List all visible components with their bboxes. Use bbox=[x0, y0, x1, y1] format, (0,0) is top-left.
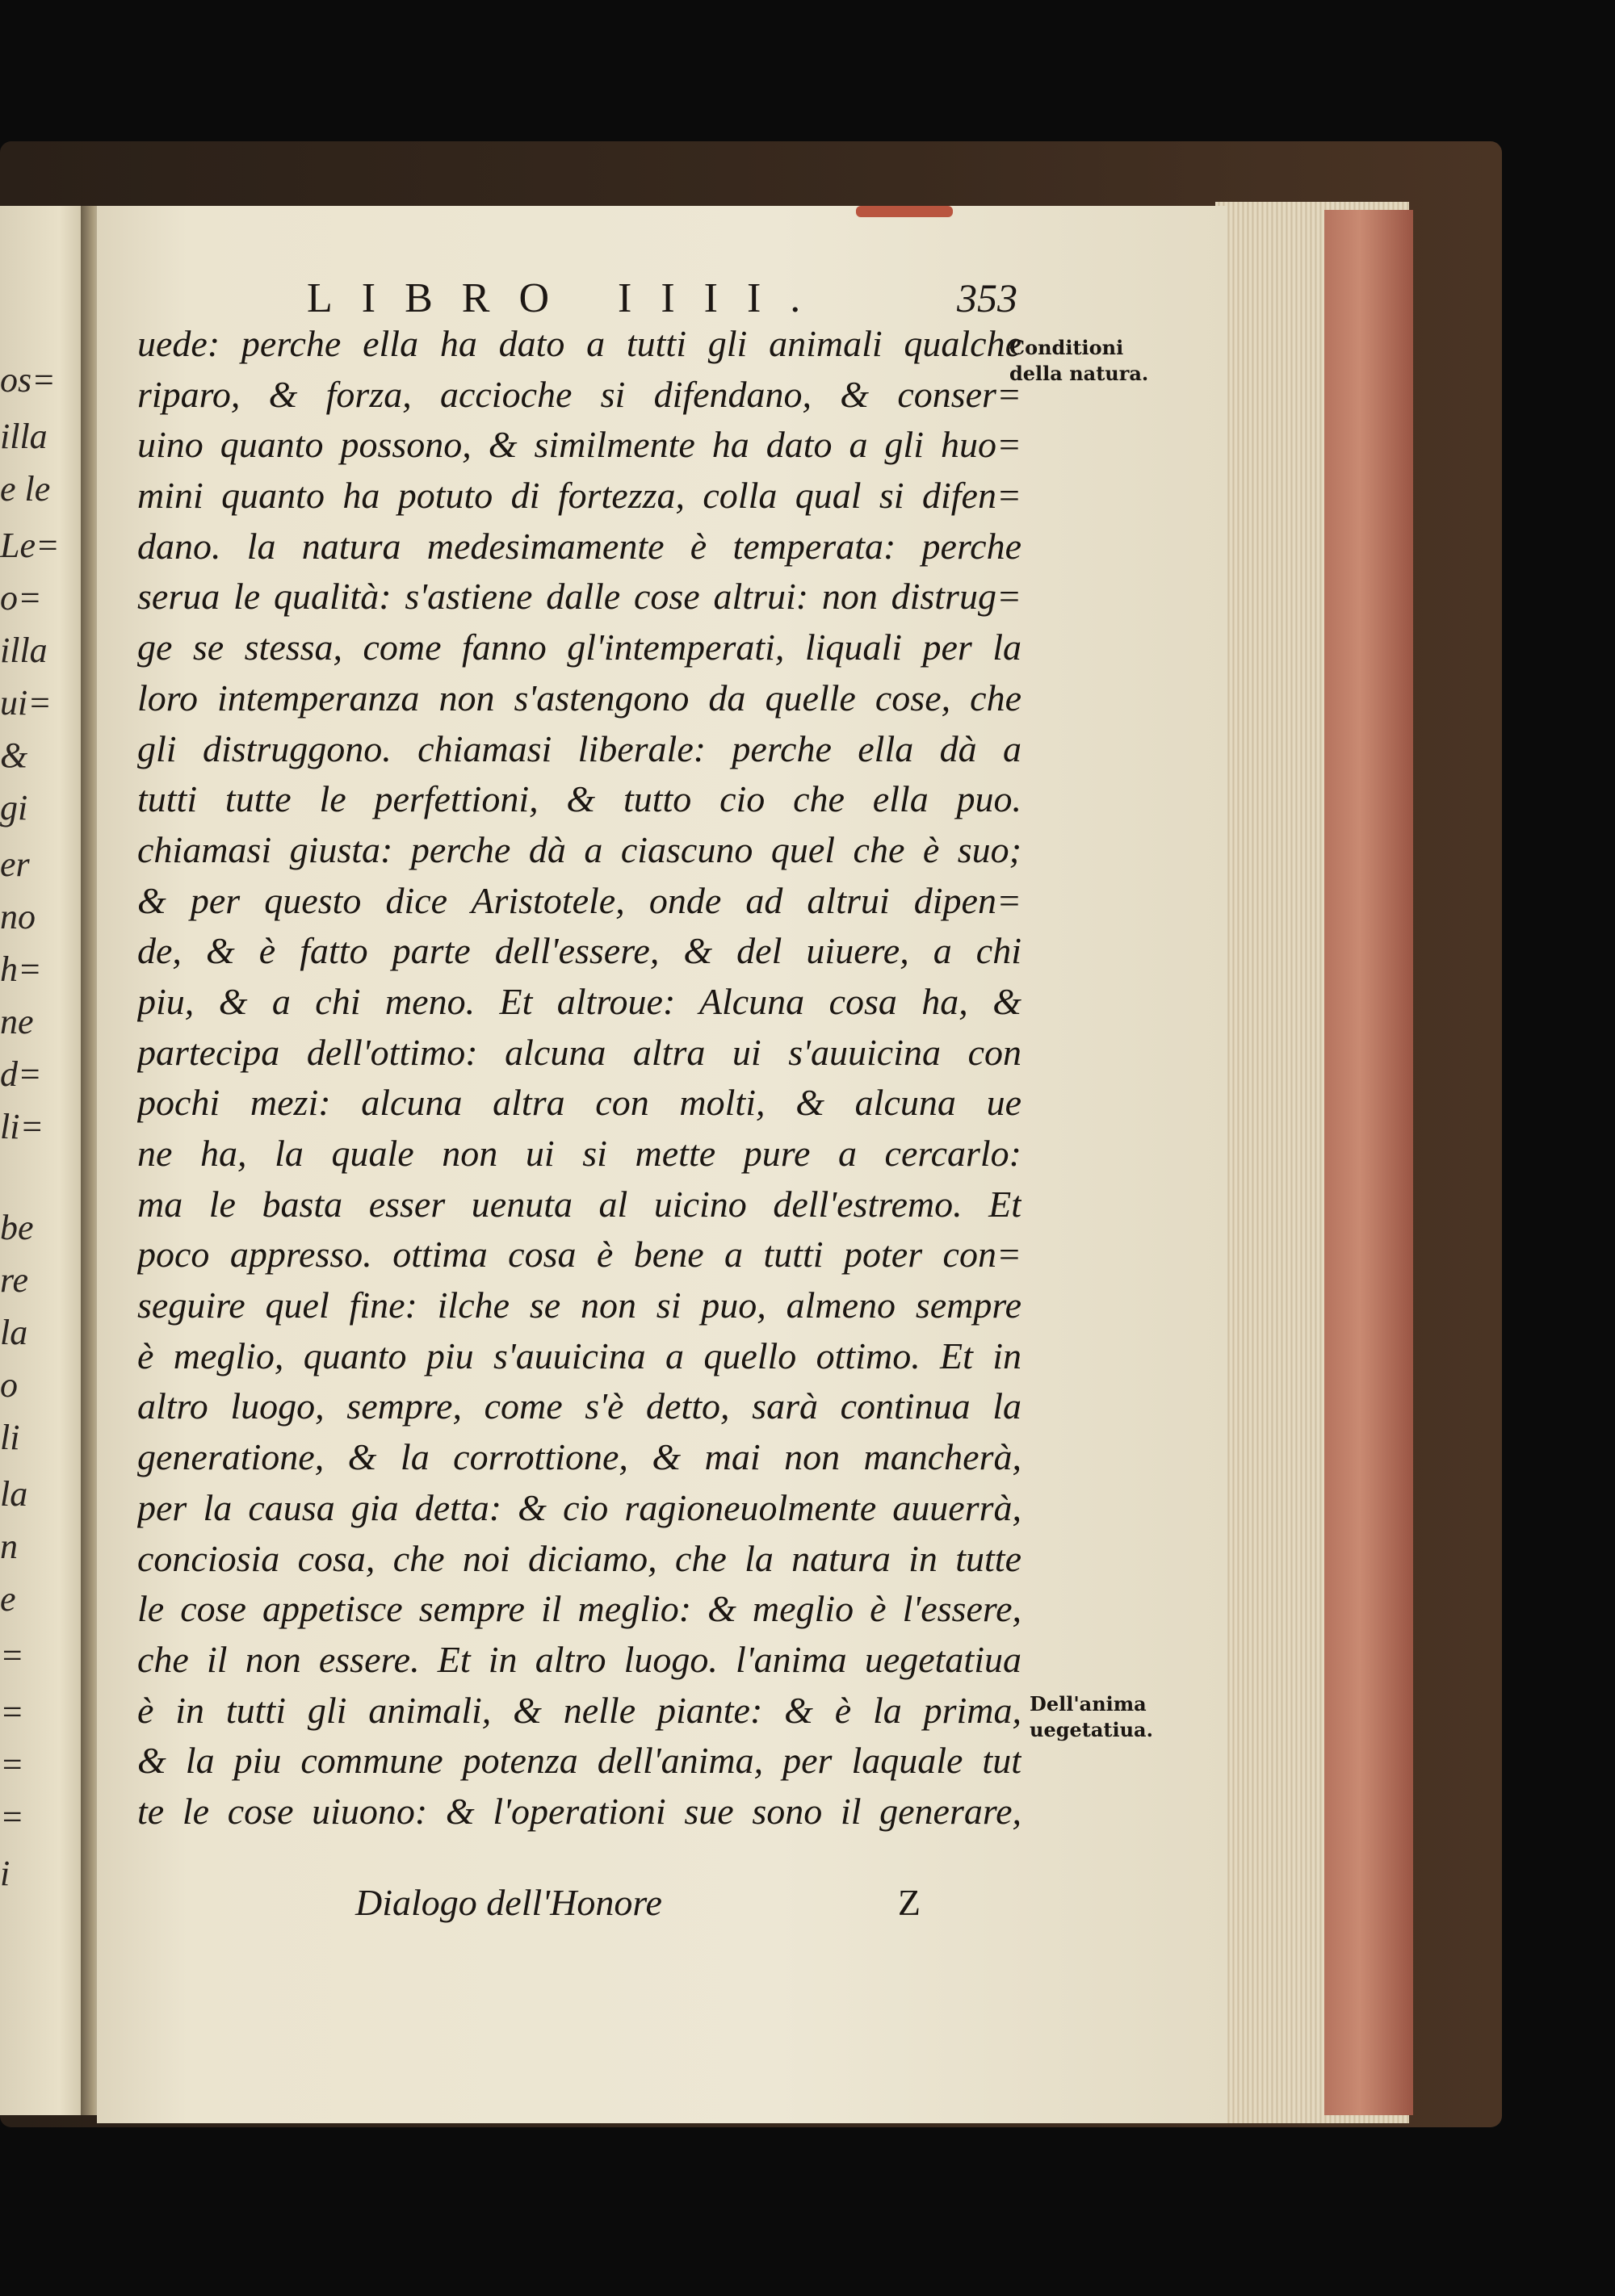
text-line: serua le qualità: s'astiene dalle cose altrui: non distrug= bbox=[137, 576, 1021, 618]
marginal-note-conditioni bbox=[1009, 335, 1148, 387]
text-line: conciosia cosa, che noi diciamo, che la natura in tutte bbox=[137, 1537, 1021, 1579]
left-page-fragment: re bbox=[0, 1260, 29, 1300]
text-line: loro intemperanza non s'astengono da quelle cose, che bbox=[137, 677, 1021, 719]
marginal-note-line: uegetatiua. bbox=[1030, 1718, 1153, 1741]
text-line: pochi mezi: alcuna altra con molti, & alcuna ue bbox=[137, 1082, 1021, 1124]
left-page-fragment: illa bbox=[0, 417, 48, 456]
text-line: è meglio, quanto piu s'auuicina a quello ottimo. Et in bbox=[137, 1334, 1021, 1376]
marginal-note-line: Conditioni bbox=[1009, 336, 1124, 359]
text-line: dano. la natura medesimamente è temperata: perche bbox=[137, 525, 1021, 567]
red-ribbon-edge bbox=[856, 206, 953, 217]
text-line: tutti tutte le perfettioni, & tutto cio che ella puo. bbox=[137, 778, 1021, 820]
text-line: ge se stessa, come fanno gl'intemperati, liquali per la bbox=[137, 626, 1021, 668]
catchword-title: Dialogo dell'Honore bbox=[355, 1882, 662, 1923]
left-page-fragment: = bbox=[0, 1636, 24, 1675]
text-line: piu, & a chi meno. Et altroue: Alcuna cosa ha, & bbox=[137, 980, 1021, 1022]
text-line: seguire quel fine: ilche se non si puo, almeno sempre bbox=[137, 1284, 1021, 1326]
left-page-fragment: ui= bbox=[0, 683, 52, 723]
marginal-note-anima bbox=[1030, 1691, 1153, 1743]
text-line: mini quanto ha potuto di fortezza, colla qual si difen= bbox=[137, 475, 1021, 517]
marginal-note-line: della natura. bbox=[1009, 362, 1149, 385]
left-page-fragment: gi bbox=[0, 788, 28, 827]
text-line: è in tutti gli animali, & nelle piante: & è la prima, bbox=[137, 1689, 1021, 1731]
left-page-fragment: e bbox=[0, 1579, 16, 1619]
left-page-fragment: d= bbox=[0, 1054, 42, 1094]
running-title: LIBRO IIII. bbox=[307, 275, 830, 321]
text-line: chiamasi giusta: perche dà a ciascuno quel che è suo; bbox=[137, 828, 1021, 870]
left-page-fragment: la bbox=[0, 1474, 28, 1514]
marginal-note-line: Dell'anima bbox=[1030, 1692, 1147, 1716]
left-page-fragment: = bbox=[0, 1692, 24, 1732]
text-line: ne ha, la quale non ui si mette pure a cercarlo: bbox=[137, 1133, 1021, 1174]
left-page-fragment: la bbox=[0, 1313, 28, 1352]
text-line: che il non essere. Et in altro luogo. l'anima uegetatiua bbox=[137, 1638, 1021, 1680]
text-line: riparo, & forza, accioche si difendano, & conser= bbox=[137, 373, 1021, 415]
left-page-fragment: & bbox=[0, 735, 28, 775]
left-page-fragment: ne bbox=[0, 1002, 34, 1041]
left-page-fragment: Le= bbox=[0, 526, 60, 565]
left-page-fragment: = bbox=[0, 1745, 24, 1784]
left-page-fragment: o= bbox=[0, 578, 42, 618]
text-line: uino quanto possono, & similmente ha dato a gli huo= bbox=[137, 424, 1021, 466]
text-line: gli distruggono. chiamasi liberale: perche ella dà a bbox=[137, 727, 1021, 769]
left-page-fragment: er bbox=[0, 844, 30, 884]
left-page bbox=[0, 206, 85, 2115]
text-line: uede: perche ella ha dato a tutti gli animali qualche bbox=[137, 323, 1021, 364]
left-page-fragment: illa bbox=[0, 631, 48, 670]
text-line: & per questo dice Aristotele, onde ad altrui dipen= bbox=[137, 879, 1021, 921]
folio-number: 353 bbox=[957, 275, 1017, 321]
left-page-fragment: = bbox=[0, 1797, 24, 1837]
body-text bbox=[137, 319, 1021, 1837]
left-page-fragment: li= bbox=[0, 1107, 44, 1146]
text-line: ma le basta esser uenuta al uicino dell'estremo. Et bbox=[137, 1183, 1021, 1225]
red-page-edge bbox=[1324, 210, 1413, 2115]
running-header bbox=[307, 274, 1017, 322]
left-page-fragment: no bbox=[0, 897, 36, 936]
text-line: de, & è fatto parte dell'essere, & del uiuere, a chi bbox=[137, 930, 1021, 972]
left-page-fragment: e le bbox=[0, 469, 51, 509]
left-page-fragment: be bbox=[0, 1208, 34, 1247]
text-line: partecipa dell'ottimo: alcuna altra ui s'auuicina con bbox=[137, 1031, 1021, 1073]
text-line: poco appresso. ottima cosa è bene a tutti poter con= bbox=[137, 1234, 1021, 1276]
left-page-fragment: os= bbox=[0, 360, 56, 400]
text-line: & la piu commune potenza dell'anima, per laquale tut bbox=[137, 1740, 1021, 1782]
text-line: le cose appetisce sempre il meglio: & meglio è l'essere, bbox=[137, 1588, 1021, 1630]
page-footer bbox=[355, 1881, 921, 1924]
signature-mark: Z bbox=[897, 1882, 921, 1923]
text-line: generatione, & la corrottione, & mai non mancherà, bbox=[137, 1436, 1021, 1478]
left-page-fragment: h= bbox=[0, 949, 42, 989]
left-page-fragment: i bbox=[0, 1854, 10, 1893]
text-line: altro luogo, sempre, come s'è detto, sarà continua la bbox=[137, 1385, 1021, 1427]
left-page-fragment: li bbox=[0, 1418, 20, 1457]
left-page-fragment: n bbox=[0, 1527, 18, 1566]
text-line: te le cose uiuono: & l'operationi sue sono il generare, bbox=[137, 1790, 1021, 1832]
left-page-fragment: o bbox=[0, 1365, 18, 1405]
text-line: per la causa gia detta: & cio ragioneuolmente auuerrà, bbox=[137, 1486, 1021, 1528]
